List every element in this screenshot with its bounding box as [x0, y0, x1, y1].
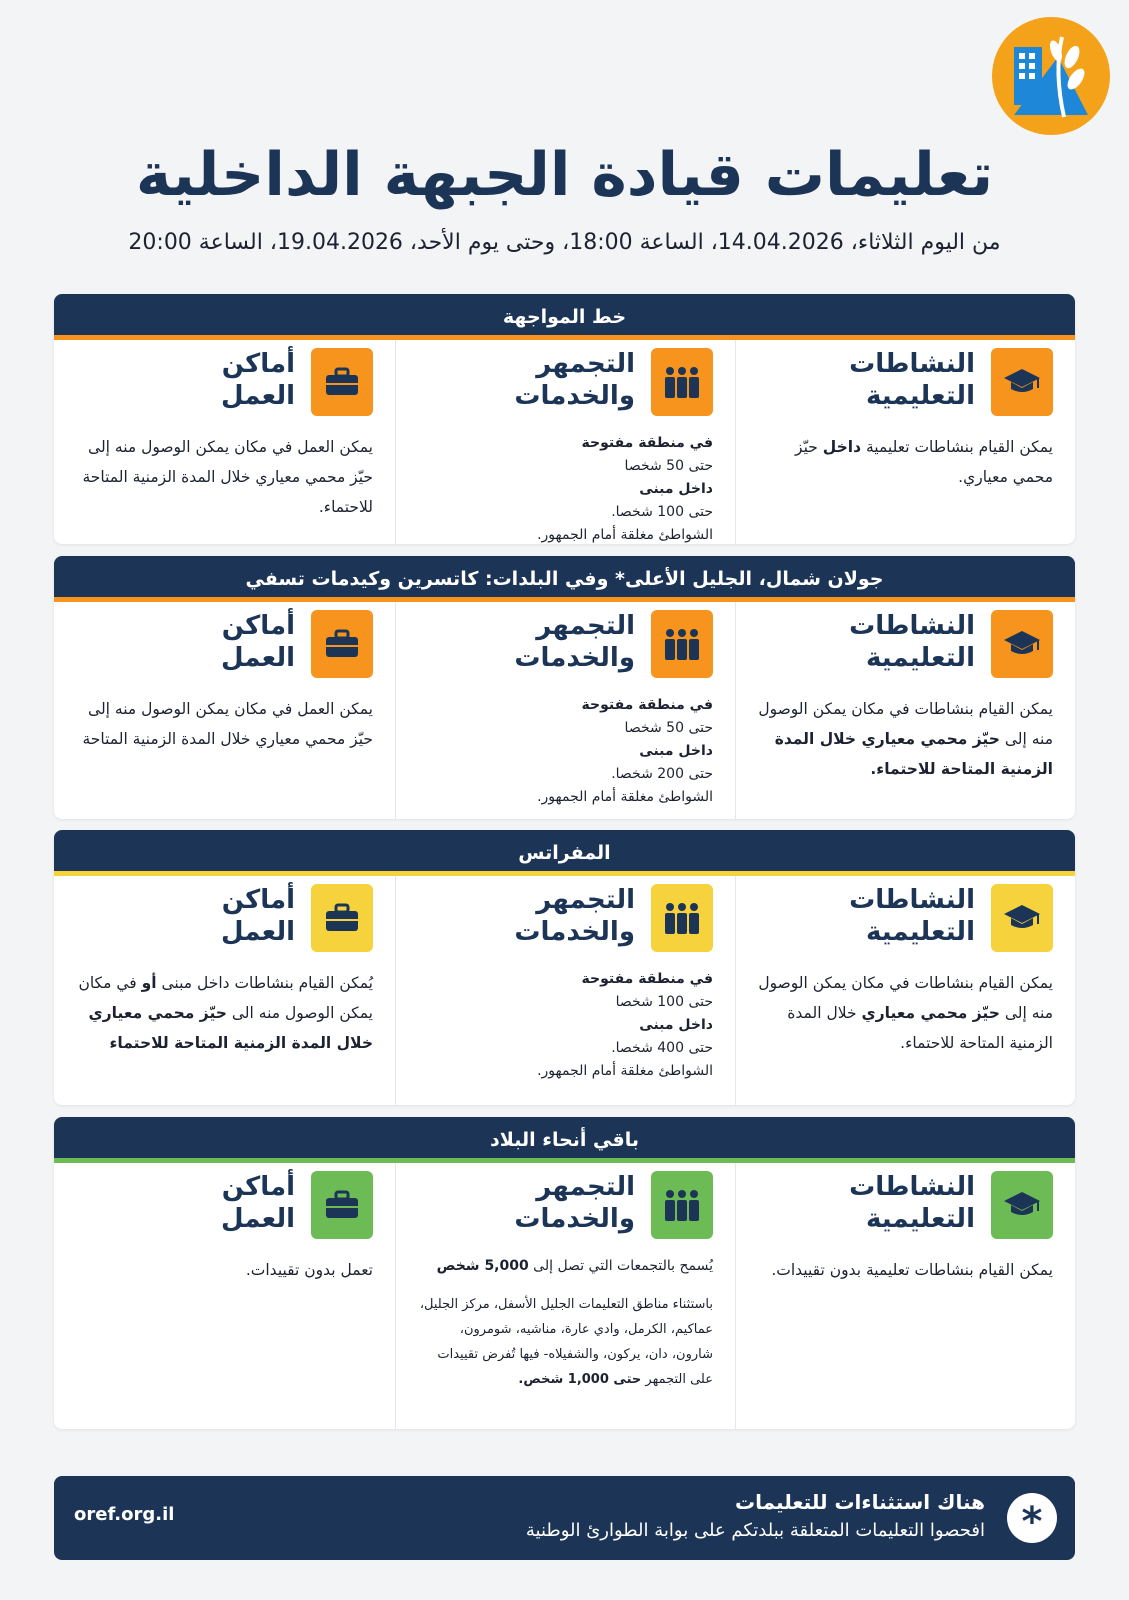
graduation-cap-icon [991, 610, 1053, 678]
work-column [54, 340, 395, 544]
column-text: في منطقة مفتوحة حتى 50 شخصا داخل مبنى حتى 100 شخصا. الشواطئ مغلقة أمام الجمهور. [537, 435, 713, 543]
column-title: النشاطات التعليمية [849, 611, 975, 673]
column-title: أماكن العمل [221, 885, 295, 947]
gatherings-column [395, 340, 735, 544]
column-text: يمكن القيام بنشاطات في مكان يمكن الوصول منه إلى حيّز محمي معياري خلال المدة الزمنية المتاحة للاحتماء. [758, 700, 1053, 778]
graduation-cap-icon [991, 1171, 1053, 1239]
column-title: التجمهر والخدمات [514, 611, 635, 673]
footer-banner [54, 1476, 1075, 1560]
briefcase-icon [311, 1171, 373, 1239]
home-front-command-logo-icon [992, 17, 1110, 135]
people-icon [651, 884, 713, 952]
column-text: في منطقة مفتوحة حتى 100 شخصا داخل مبنى حتى 400 شخصا. الشواطئ مغلقة أمام الجمهور. [537, 971, 713, 1079]
column-title: النشاطات التعليمية [849, 1172, 975, 1234]
section-mifratz [54, 830, 1075, 1105]
column-title: النشاطات التعليمية [849, 349, 975, 411]
graduation-cap-icon [991, 348, 1053, 416]
section-title: باقي أنحاء البلاد [54, 1117, 1075, 1163]
column-title: التجمهر والخدمات [514, 349, 635, 411]
briefcase-icon [311, 610, 373, 678]
section-title: جولان شمال، الجليل الأعلى* وفي البلدات: كاتسرين وكيدمات تسفي [54, 556, 1075, 602]
column-text: تعمل بدون تقييدات. [245, 1261, 373, 1279]
people-icon [651, 610, 713, 678]
column-text: يُمكن القيام بنشاطات داخل مبنى أو في مكان يمكن الوصول منه الى حيّز محمي معياري خلال المدة الزمنية المتاحة للاحتماء [78, 974, 373, 1052]
people-icon [651, 1171, 713, 1239]
column-text: يمكن القيام بنشاطات في مكان يمكن الوصول منه إلى حيّز محمي معياري خلال المدة الزمنية المتاحة للاحتماء. [758, 974, 1053, 1052]
work-column [54, 1163, 395, 1429]
work-column [54, 602, 395, 819]
column-title: التجمهر والخدمات [514, 885, 635, 947]
footer-url-link[interactable]: oref.org.il [74, 1504, 175, 1525]
section-front-line [54, 294, 1075, 544]
column-text: في منطقة مفتوحة حتى 50 شخصا داخل مبنى حتى 200 شخصا. الشواطئ مغلقة أمام الجمهور. [537, 697, 713, 805]
briefcase-icon [311, 348, 373, 416]
column-title: النشاطات التعليمية [849, 885, 975, 947]
date-range: من اليوم الثلاثاء، 14.04.2026، الساعة 18:00، وحتى يوم الأحد، 19.04.2026، الساعة 20:00 [128, 230, 1001, 255]
column-text: يمكن العمل في مكان يمكن الوصول منه إلى حيّز محمي معياري خلال المدة الزمنية المتاحة للاحتماء. [82, 438, 373, 516]
work-column [54, 876, 395, 1105]
page-title: تعليمات قيادة الجبهة الداخلية [135, 140, 994, 210]
footer-text: افحصوا التعليمات المتعلقة ببلدتكم على بوابة الطوارئ الوطنية [525, 1520, 985, 1541]
column-title: أماكن العمل [221, 1172, 295, 1234]
section-north-golan [54, 556, 1075, 819]
column-title: التجمهر والخدمات [514, 1172, 635, 1234]
column-text: يمكن القيام بنشاطات تعليمية داخل حيّز محمي معياري. [795, 438, 1053, 486]
education-column [735, 602, 1075, 819]
education-column [735, 340, 1075, 544]
briefcase-icon [311, 884, 373, 952]
column-text: يُسمح بالتجمعات التي تصل إلى 5,000 شخص باستثناء مناطق التعليمات الجليل الأسفل، مركز الجليل، عماكيم، الكرمل، وادي عارة، مناشيه، شومرون، شارون، دان، يركون، والشفيلاه- فيها تُفرض تقييدات على التجمهر حتى 1,000 شخص. [419, 1258, 713, 1387]
gatherings-column [395, 1163, 735, 1429]
column-text: يمكن القيام بنشاطات تعليمية بدون تقييدات. [771, 1261, 1053, 1279]
footer-title: هناك استثناءات للتعليمات [735, 1490, 985, 1514]
section-rest-of-country [54, 1117, 1075, 1429]
gatherings-column [395, 602, 735, 819]
people-icon [651, 348, 713, 416]
column-title: أماكن العمل [221, 349, 295, 411]
graduation-cap-icon [991, 884, 1053, 952]
column-text: يمكن العمل في مكان يمكن الوصول منه إلى حيّز محمي معياري خلال المدة الزمنية المتاحة [82, 700, 373, 748]
gatherings-column [395, 876, 735, 1105]
section-title: خط المواجهة [54, 294, 1075, 340]
column-title: أماكن العمل [221, 611, 295, 673]
education-column [735, 876, 1075, 1105]
education-column [735, 1163, 1075, 1429]
asterisk-icon: * [1007, 1493, 1057, 1543]
section-title: المفراتس [54, 830, 1075, 876]
